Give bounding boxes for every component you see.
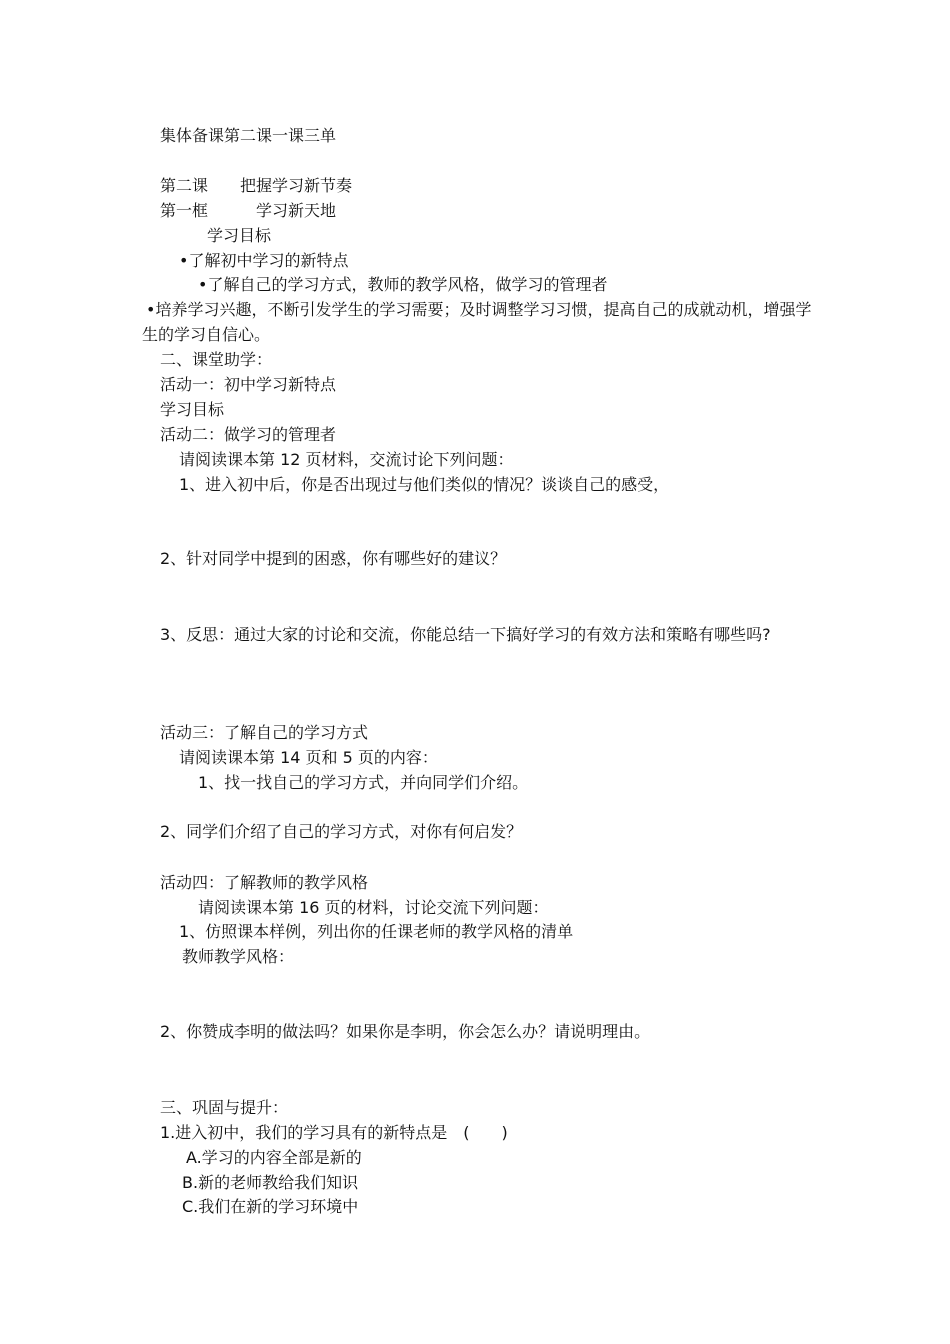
part3-heading: 三、巩固与提升： [160, 1098, 289, 1117]
activity-1-subtitle: 学习目标 [160, 400, 225, 419]
activity-2-intro: 请阅读课本第 12 页材料，交流讨论下列问题： [179, 450, 514, 469]
section-title: 第一框 学习新天地 [160, 201, 337, 220]
exercise-option: A.学习的内容全部是新的 [186, 1148, 362, 1167]
activity-2-question-3: 3、反思：通过大家的讨论和交流，你能总结一下搞好学习的有效方法和策略有哪些吗? [160, 625, 771, 644]
activity-4-question-1: 1、仿照课本样例，列出你的任课老师的教学风格的清单 [179, 922, 574, 941]
document-title: 集体备课第二课一课三单 [160, 126, 337, 145]
activity-4-label: 教师教学风格： [182, 947, 295, 966]
goal-item: •了解初中学习的新特点 [179, 251, 349, 270]
activity-1-title: 活动一：初中学习新特点 [160, 375, 337, 394]
goals-heading: 学习目标 [207, 226, 272, 245]
activity-2-question-2: 2、针对同学中提到的困惑，你有哪些好的建议？ [160, 549, 507, 568]
activity-2-question-1: 1、进入初中后，你是否出现过与他们类似的情况？谈谈自己的感受， [179, 475, 670, 494]
lesson-title: 第二课 把握学习新节奏 [160, 176, 353, 195]
activity-3-intro: 请阅读课本第 14 页和 5 页的内容： [179, 748, 438, 767]
exercise-question-1: 1.进入初中，我们的学习具有的新特点是 ( ) [160, 1123, 508, 1142]
activity-3-question-2: 2、同学们介绍了自己的学习方式，对你有何启发？ [160, 822, 523, 841]
exercise-option: C.我们在新的学习环境中 [182, 1197, 359, 1216]
part2-heading: 二、课堂助学： [160, 350, 273, 369]
activity-4-question-2: 2、你赞成李明的做法吗？如果你是李明，你会怎么办？请说明理由。 [160, 1022, 651, 1041]
goal-item: •了解自己的学习方式，教师的教学风格，做学习的管理者 [198, 275, 608, 294]
activity-4-title: 活动四：了解教师的教学风格 [160, 873, 369, 892]
activity-3-title: 活动三：了解自己的学习方式 [160, 723, 369, 742]
goal-item: •培养学习兴趣，不断引发学生的学习需要；及时调整学习习惯，提高自己的成就动机，增强学生的学习自信心。 [142, 300, 812, 344]
exercise-option: B.新的老师教给我们知识 [182, 1173, 359, 1192]
activity-2-title: 活动二：做学习的管理者 [160, 425, 337, 444]
activity-4-intro: 请阅读课本第 16 页的材料，讨论交流下列问题： [198, 898, 549, 917]
activity-3-question-1: 1、找一找自己的学习方式，并向同学们介绍。 [198, 773, 529, 792]
